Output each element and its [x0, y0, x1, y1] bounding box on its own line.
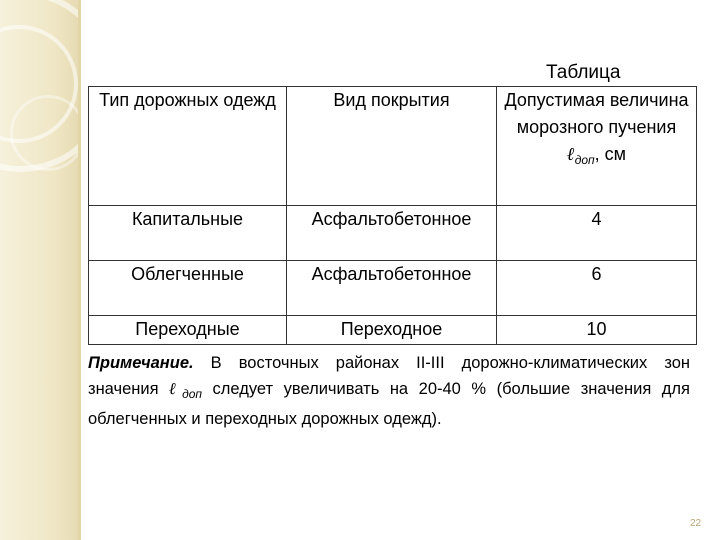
table-row: [89, 316, 697, 345]
l-symbol: ℓ: [169, 379, 183, 398]
table-header-row: [89, 87, 697, 206]
table-caption: Таблица: [546, 62, 621, 83]
cell-surface-type: Асфальтобетонное: [287, 206, 497, 261]
table-row: [89, 206, 697, 261]
cell-pavement-type: Облегченные: [89, 261, 287, 316]
decorative-side-band: [0, 0, 78, 540]
header-allowed-heave: [497, 87, 697, 206]
cell-heave-value: 10: [497, 316, 697, 345]
l-subscript: доп: [574, 153, 595, 167]
cell-pavement-type: Переходные: [89, 316, 287, 345]
header-surface-type: Вид покрытия: [287, 87, 497, 206]
frost-heave-table: [88, 86, 697, 345]
cell-heave-value: 4: [497, 206, 697, 261]
table-row: [89, 261, 697, 316]
cell-heave-value: 6: [497, 261, 697, 316]
note-label: Примечание.: [88, 354, 194, 372]
band-edge-line: [78, 0, 81, 540]
l-symbol: ℓ: [566, 144, 575, 165]
note-text-part2: следует увеличивать на 20-40 % (большие значения для облегченных и переходных дорожных одежд).: [88, 380, 690, 428]
note-text-part1: В восточных районах II-III дорожно-климатических зон значения: [88, 354, 690, 398]
page-number: 22: [690, 518, 702, 529]
table-note: [88, 351, 690, 432]
header-pavement-type: Тип дорожных одежд: [89, 87, 287, 206]
header-unit: , см: [594, 144, 626, 164]
cell-pavement-type: Капитальные: [89, 206, 287, 261]
header-allowed-heave-text: Допустимая величина морозного пучения: [504, 90, 689, 137]
cell-surface-type: Переходное: [287, 316, 497, 345]
decorative-swirl: [10, 95, 86, 171]
cell-surface-type: Асфальтобетонное: [287, 261, 497, 316]
l-subscript: доп: [182, 387, 202, 401]
